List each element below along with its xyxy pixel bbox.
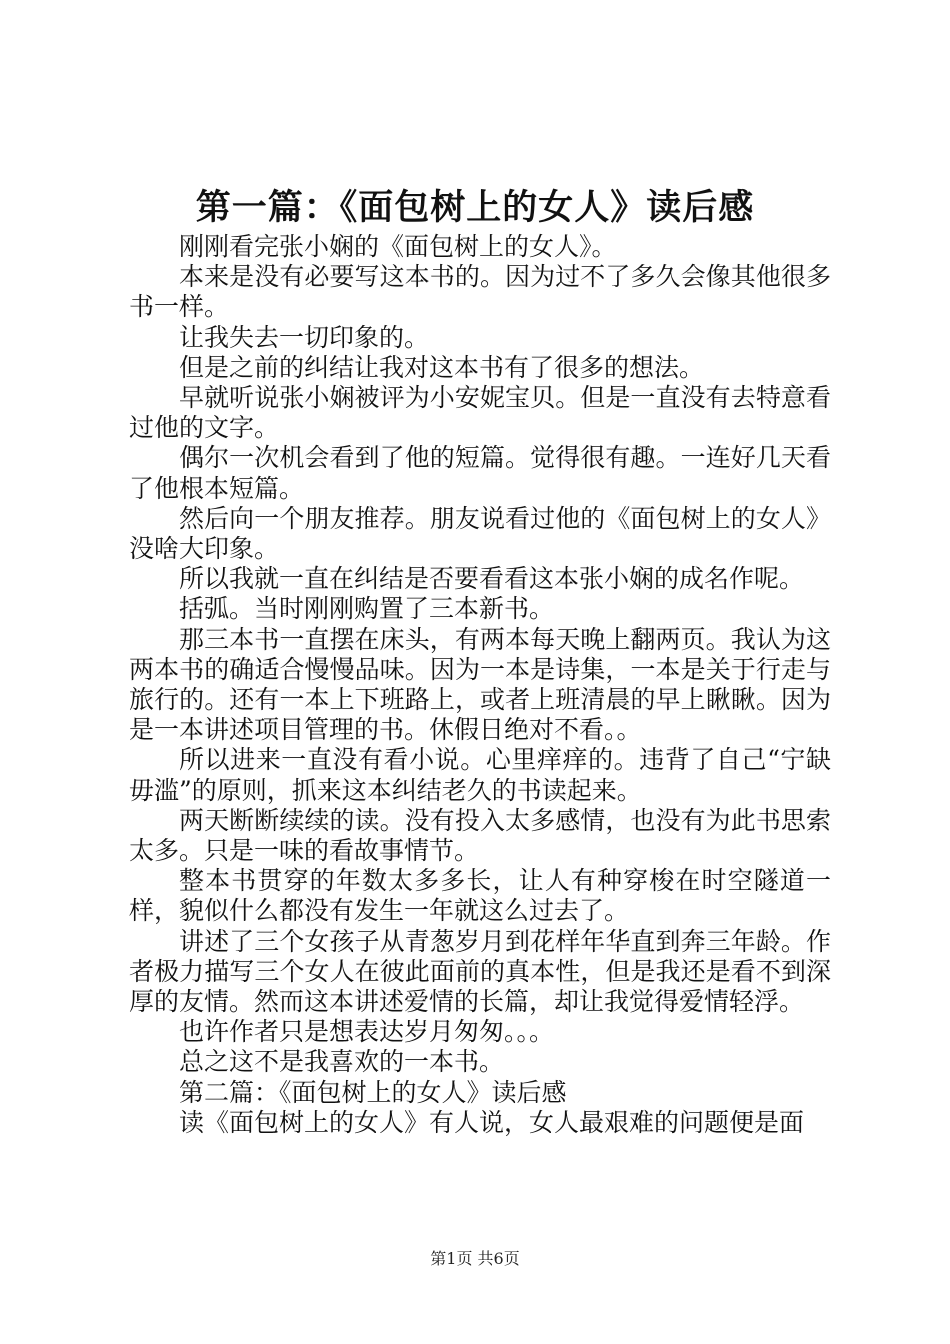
paragraph: 读《面包树上的女人》有人说，女人最艰难的问题便是面 <box>179 1107 805 1137</box>
paragraph: 偶尔一次机会看到了他的短篇。觉得很有趣。一连好几天看了他根本短篇。 <box>129 443 831 503</box>
document-title: 第一篇：《面包树上的女人》读后感 <box>195 187 755 228</box>
section-heading: 第二篇：《面包树上的女人》读后感 <box>179 1077 567 1107</box>
paragraph: 整本书贯穿的年数太多多长，让人有种穿梭在时空隧道一样，貌似什么都没有发生一年就这么过去了。 <box>129 866 831 926</box>
paragraph: 所以我就一直在纠结是否要看看这本张小娴的成名作呢。 <box>179 564 805 594</box>
paragraph: 本来是没有必要写这本书的。因为过不了多久会像其他很多书一样。 <box>129 262 831 322</box>
paragraph: 刚刚看完张小娴的《面包树上的女人》。 <box>179 232 617 261</box>
paragraph: 让我失去一切印象的。 <box>179 322 430 352</box>
paragraph: 但是之前的纠结让我对这本书有了很多的想法。 <box>179 352 705 382</box>
document-body <box>129 232 831 1138</box>
paragraph: 两天断断续续的读。没有投入太多感情，也没有为此书思索太多。只是一味的看故事情节。 <box>129 805 831 866</box>
paragraph: 所以进来一直没有看小说。心里痒痒的。违背了自己“宁缺毋滥”的原则，抓来这本纠结老久的书读起来。 <box>129 745 831 805</box>
page-footer: 第1页 共6页 <box>430 1249 520 1268</box>
paragraph: 总之这不是我喜欢的一本书。 <box>179 1047 505 1077</box>
paragraph: 然后向一个朋友推荐。朋友说看过他的《面包树上的女人》没啥大印象。 <box>129 503 831 564</box>
paragraph: 那三本书一直摆在床头，有两本每天晚上翻两页。我认为这两本书的确适合慢慢品味。因为一本是诗集，一本是关于行走与旅行的。还有一本上下班路上，或者上班清晨的早上瞅瞅。因为是一本讲述项目管理的书。休假日绝对不看。。 <box>129 624 831 745</box>
paragraph: 括弧。当时刚刚购置了三本新书。 <box>179 594 555 624</box>
paragraph: 也许作者只是想表达岁月匆匆。。。 <box>179 1017 555 1047</box>
paragraph: 讲述了三个女孩子从青葱岁月到花样年华直到奔三年龄。作者极力描写三个女人在彼此面前的真本性，但是我还是看不到深厚的友情。然而这本讲述爱情的长篇，却让我觉得爱情轻浮。 <box>129 926 831 1017</box>
paragraph: 早就听说张小娴被评为小安妮宝贝。但是一直没有去特意看过他的文字。 <box>129 383 831 443</box>
